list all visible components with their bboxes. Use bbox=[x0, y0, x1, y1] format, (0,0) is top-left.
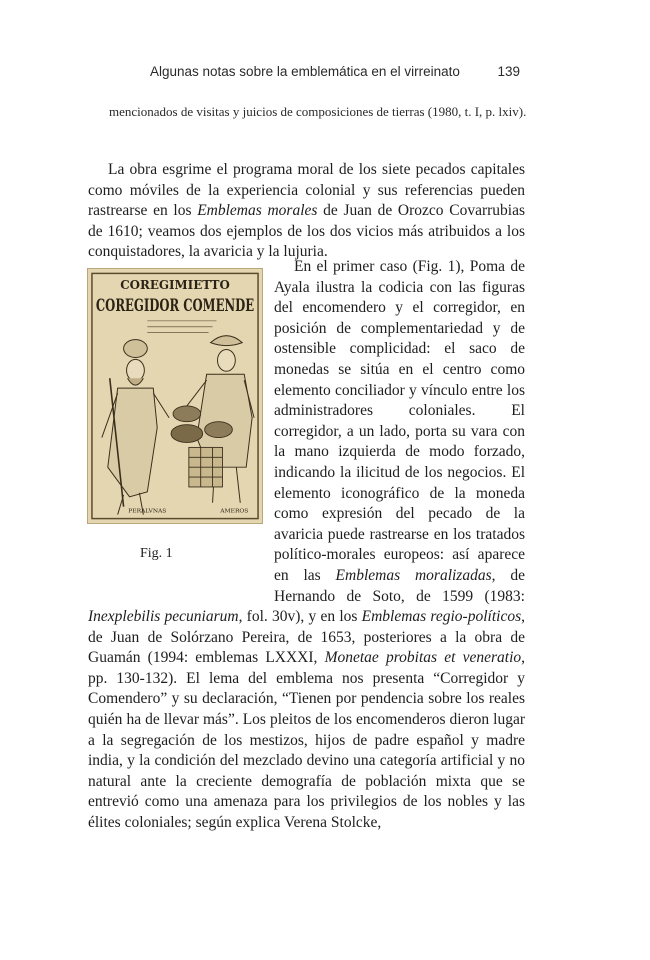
paragraph-2 bbox=[88, 257, 525, 834]
paragraph-2-italic-c: Emblemas regio-políticos bbox=[361, 608, 522, 626]
paragraph-1-italic-a: Emblemas morales bbox=[197, 202, 318, 220]
paragraph-2-italic-d: Monetae probitas et veneratio bbox=[324, 649, 522, 667]
paragraph-2-text-d: , de Juan de Solórzano Pereira, de 1653, posteriores a la obra de Guamán (1994: emblemas LXXXI, bbox=[88, 608, 525, 667]
paragraph-2-text-e: , pp. 130-132). El lema del emblema nos presenta “Corregidor y Comendero” y su declaración, “Tienen por pendencia sobre los reales quién ha de llevar más”. Los pleitos de los encomenderos dieron lugar a la segregación de los mestizos, hijos de padre español y madre india, y la condición del mezclado devino una categoría artificial y no natural ante la creciente demografía de población mixta que se entrevió como una amenaza para los privilegios de los nobles y las élites coloniales; según explica Verena Stolcke, bbox=[88, 649, 525, 832]
figure-banner-main: COREGIDOR COMENDE bbox=[95, 294, 255, 315]
paragraph-1 bbox=[88, 160, 525, 263]
page-number: 139 bbox=[497, 64, 520, 79]
figure-caption: Fig. 1 bbox=[140, 546, 173, 561]
running-title: Algunas notas sobre la emblemática en el virreinato bbox=[150, 64, 460, 79]
paragraph-2-italic-a: Emblemas moralizadas bbox=[335, 566, 492, 584]
footnote-continuation: mencionados de visitas y juicios de composiciones de tierras (1980, t. I, p. lxiv). bbox=[109, 104, 527, 119]
paragraph-2-italic-b: Inexplebilis pecuniarum bbox=[88, 608, 239, 626]
paragraph-1-text-b: de Juan de Orozco Covarrubias de 1610; veamos dos ejemplos de los dos vicios más atribuidos a los conquistadores, la avaricia y la lujuria. bbox=[88, 202, 525, 261]
figure-banner-top: COREGIMIETTO bbox=[120, 278, 230, 293]
paragraph-1-text-a: La obra esgrime el programa moral de los siete pecados capitales como móviles de la experiencia colonial y sus referencias pueden rastrearse en los bbox=[88, 161, 525, 220]
figure-label-left: PERALVNAS bbox=[128, 507, 167, 515]
paragraph-2-text-a: En el primer caso (Fig. 1), Poma de Ayala ilustra la codicia con las figuras del encomendero y el corregidor, en posición de complementariedad y de ostensible complicidad: el saco de monedas se sitúa en el centro como elemento conciliador y vínculo entre los administradores coloniales. El corregidor, a un lado, porta su vara con la mano izquierda de modo forzado, indicando la ilicitud de los negocios. El elemento iconográfico de la moneda como expresión del pecado de la avaricia puede rastrearse en los tratados político-morales europeos: así aparece en las bbox=[274, 258, 525, 584]
paragraph-2-text-b: , de Hernando de Soto, de 1599 (1983: bbox=[274, 566, 525, 605]
figure-label-right: AMEROS bbox=[220, 507, 249, 515]
paragraph-2-text-c: , fol. 30v), y en los bbox=[238, 608, 362, 626]
